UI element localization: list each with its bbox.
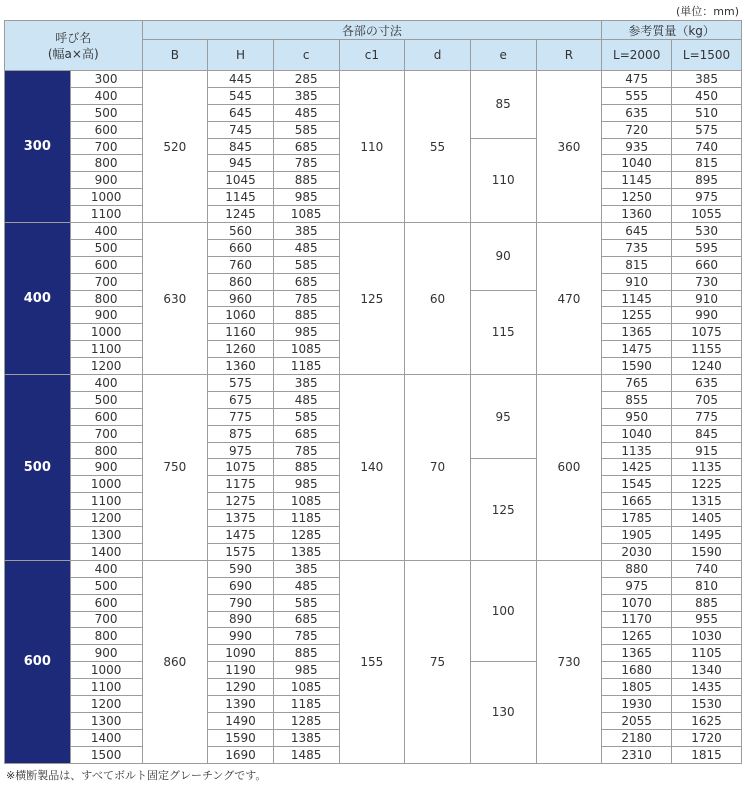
- height-cell: 400: [70, 560, 142, 577]
- h-cell: 790: [208, 594, 274, 611]
- mass-l1500-cell: 595: [672, 239, 742, 256]
- mass-l2000-cell: 855: [602, 391, 672, 408]
- mass-l1500-cell: 660: [672, 256, 742, 273]
- mass-l1500-cell: 845: [672, 425, 742, 442]
- height-cell: 1300: [70, 712, 142, 729]
- b-cell: 630: [142, 223, 208, 375]
- height-cell: 1200: [70, 510, 142, 527]
- mass-l1500-cell: 915: [672, 442, 742, 459]
- d-cell: 55: [405, 71, 471, 223]
- h-cell: 1375: [208, 510, 274, 527]
- c-cell: 585: [273, 121, 339, 138]
- mass-l2000-cell: 1365: [602, 645, 672, 662]
- mass-l1500-cell: 740: [672, 560, 742, 577]
- h-cell: 675: [208, 391, 274, 408]
- mass-l1500-cell: 775: [672, 408, 742, 425]
- mass-l1500-cell: 1055: [672, 206, 742, 223]
- h-cell: 1045: [208, 172, 274, 189]
- table-row: [5, 223, 742, 240]
- c-cell: 885: [273, 459, 339, 476]
- mass-l1500-cell: 815: [672, 155, 742, 172]
- header-col-c: c: [273, 40, 339, 71]
- mass-l1500-cell: 730: [672, 273, 742, 290]
- height-cell: 900: [70, 172, 142, 189]
- mass-l2000-cell: 935: [602, 138, 672, 155]
- mass-l1500-cell: 1030: [672, 628, 742, 645]
- header-name: [5, 21, 143, 71]
- h-cell: 960: [208, 290, 274, 307]
- c-cell: 985: [273, 476, 339, 493]
- mass-l2000-cell: 2310: [602, 746, 672, 763]
- height-cell: 1100: [70, 679, 142, 696]
- c-cell: 1385: [273, 543, 339, 560]
- c-cell: 285: [273, 71, 339, 88]
- mass-l2000-cell: 555: [602, 87, 672, 104]
- h-cell: 1490: [208, 712, 274, 729]
- c-cell: 1185: [273, 358, 339, 375]
- mass-l1500-cell: 635: [672, 375, 742, 392]
- h-cell: 845: [208, 138, 274, 155]
- height-cell: 500: [70, 391, 142, 408]
- height-cell: 1200: [70, 358, 142, 375]
- mass-l1500-cell: 1225: [672, 476, 742, 493]
- h-cell: 945: [208, 155, 274, 172]
- mass-l1500-cell: 530: [672, 223, 742, 240]
- d-cell: 60: [405, 223, 471, 375]
- mass-l1500-cell: 1075: [672, 324, 742, 341]
- c-cell: 1485: [273, 746, 339, 763]
- c-cell: 985: [273, 662, 339, 679]
- e-cell: 125: [470, 459, 536, 560]
- mass-l2000-cell: 1255: [602, 307, 672, 324]
- h-cell: 975: [208, 442, 274, 459]
- h-cell: 1190: [208, 662, 274, 679]
- mass-l2000-cell: 1360: [602, 206, 672, 223]
- height-cell: 600: [70, 594, 142, 611]
- height-cell: 1000: [70, 189, 142, 206]
- mass-l2000-cell: 815: [602, 256, 672, 273]
- header-col-b: B: [142, 40, 208, 71]
- c-cell: 1085: [273, 206, 339, 223]
- height-cell: 1100: [70, 206, 142, 223]
- h-cell: 1075: [208, 459, 274, 476]
- height-cell: 900: [70, 307, 142, 324]
- h-cell: 575: [208, 375, 274, 392]
- mass-l2000-cell: 880: [602, 560, 672, 577]
- mass-l1500-cell: 450: [672, 87, 742, 104]
- r-cell: 730: [536, 560, 602, 763]
- c-cell: 1185: [273, 510, 339, 527]
- mass-l2000-cell: 2030: [602, 543, 672, 560]
- mass-l2000-cell: 1250: [602, 189, 672, 206]
- mass-l1500-cell: 810: [672, 577, 742, 594]
- h-cell: 760: [208, 256, 274, 273]
- h-cell: 1060: [208, 307, 274, 324]
- height-cell: 900: [70, 459, 142, 476]
- height-cell: 600: [70, 408, 142, 425]
- header-dims-group: 各部の寸法: [142, 21, 602, 40]
- mass-l1500-cell: 1495: [672, 527, 742, 544]
- c-cell: 485: [273, 577, 339, 594]
- mass-l1500-cell: 990: [672, 307, 742, 324]
- mass-l2000-cell: 1545: [602, 476, 672, 493]
- c-cell: 985: [273, 189, 339, 206]
- mass-l2000-cell: 1145: [602, 290, 672, 307]
- unit-label: (単位：mm): [675, 5, 739, 18]
- mass-l1500-cell: 1315: [672, 493, 742, 510]
- mass-l2000-cell: 765: [602, 375, 672, 392]
- mass-l1500-cell: 1530: [672, 695, 742, 712]
- c-cell: 1085: [273, 493, 339, 510]
- mass-l2000-cell: 1145: [602, 172, 672, 189]
- h-cell: 645: [208, 104, 274, 121]
- c1-cell: 140: [339, 375, 405, 561]
- header-name-sub: (幅a×高): [47, 46, 99, 61]
- height-cell: 700: [70, 273, 142, 290]
- mass-l2000-cell: 1475: [602, 341, 672, 358]
- mass-l1500-cell: 1340: [672, 662, 742, 679]
- c-cell: 1085: [273, 679, 339, 696]
- h-cell: 1145: [208, 189, 274, 206]
- e-cell: 110: [470, 138, 536, 222]
- h-cell: 1175: [208, 476, 274, 493]
- height-cell: 1000: [70, 324, 142, 341]
- d-cell: 75: [405, 560, 471, 763]
- c-cell: 1285: [273, 712, 339, 729]
- mass-l2000-cell: 645: [602, 223, 672, 240]
- height-cell: 1000: [70, 662, 142, 679]
- height-cell: 600: [70, 256, 142, 273]
- mass-l1500-cell: 740: [672, 138, 742, 155]
- h-cell: 660: [208, 239, 274, 256]
- h-cell: 890: [208, 611, 274, 628]
- e-cell: 130: [470, 662, 536, 763]
- header-col-e: e: [470, 40, 536, 71]
- c-cell: 885: [273, 645, 339, 662]
- height-cell: 700: [70, 425, 142, 442]
- header-col-r: R: [536, 40, 602, 71]
- c-cell: 885: [273, 172, 339, 189]
- group-width-cell: 400: [5, 223, 71, 375]
- c-cell: 885: [273, 307, 339, 324]
- height-cell: 1000: [70, 476, 142, 493]
- h-cell: 1160: [208, 324, 274, 341]
- mass-l1500-cell: 1155: [672, 341, 742, 358]
- h-cell: 560: [208, 223, 274, 240]
- b-cell: 750: [142, 375, 208, 561]
- header-mass-group: 参考質量（kg）: [602, 21, 742, 40]
- mass-l2000-cell: 1930: [602, 695, 672, 712]
- c-cell: 785: [273, 628, 339, 645]
- header-col-l1500: L=1500: [672, 40, 742, 71]
- c-cell: 485: [273, 391, 339, 408]
- mass-l1500-cell: 895: [672, 172, 742, 189]
- height-cell: 1400: [70, 729, 142, 746]
- header-col-l2000: L=2000: [602, 40, 672, 71]
- mass-l2000-cell: 1805: [602, 679, 672, 696]
- mass-l2000-cell: 910: [602, 273, 672, 290]
- r-cell: 360: [536, 71, 602, 223]
- mass-l2000-cell: 2180: [602, 729, 672, 746]
- mass-l1500-cell: 1815: [672, 746, 742, 763]
- mass-l2000-cell: 475: [602, 71, 672, 88]
- c-cell: 485: [273, 239, 339, 256]
- mass-l2000-cell: 720: [602, 121, 672, 138]
- c-cell: 685: [273, 611, 339, 628]
- e-cell: 115: [470, 290, 536, 374]
- e-cell: 85: [470, 71, 536, 139]
- height-cell: 500: [70, 239, 142, 256]
- mass-l2000-cell: 1040: [602, 425, 672, 442]
- h-cell: 1260: [208, 341, 274, 358]
- c1-cell: 125: [339, 223, 405, 375]
- height-cell: 500: [70, 577, 142, 594]
- height-cell: 800: [70, 290, 142, 307]
- height-cell: 1500: [70, 746, 142, 763]
- mass-l1500-cell: 575: [672, 121, 742, 138]
- c1-cell: 155: [339, 560, 405, 763]
- h-cell: 690: [208, 577, 274, 594]
- r-cell: 470: [536, 223, 602, 375]
- height-cell: 700: [70, 138, 142, 155]
- height-cell: 800: [70, 155, 142, 172]
- table-row: [5, 375, 742, 392]
- c-cell: 385: [273, 375, 339, 392]
- mass-l2000-cell: 1665: [602, 493, 672, 510]
- h-cell: 545: [208, 87, 274, 104]
- c-cell: 685: [273, 425, 339, 442]
- mass-l2000-cell: 1365: [602, 324, 672, 341]
- c-cell: 485: [273, 104, 339, 121]
- c-cell: 385: [273, 223, 339, 240]
- spec-table: [4, 20, 742, 764]
- mass-l1500-cell: 1135: [672, 459, 742, 476]
- mass-l2000-cell: 2055: [602, 712, 672, 729]
- height-cell: 800: [70, 628, 142, 645]
- e-cell: 90: [470, 223, 536, 291]
- c-cell: 685: [273, 138, 339, 155]
- h-cell: 990: [208, 628, 274, 645]
- h-cell: 1690: [208, 746, 274, 763]
- mass-l2000-cell: 1785: [602, 510, 672, 527]
- height-cell: 1200: [70, 695, 142, 712]
- h-cell: 1360: [208, 358, 274, 375]
- mass-l1500-cell: 1240: [672, 358, 742, 375]
- c-cell: 1185: [273, 695, 339, 712]
- h-cell: 1475: [208, 527, 274, 544]
- mass-l1500-cell: 1435: [672, 679, 742, 696]
- group-width-cell: 300: [5, 71, 71, 223]
- height-cell: 400: [70, 223, 142, 240]
- mass-l2000-cell: 975: [602, 577, 672, 594]
- table-row: [5, 71, 742, 88]
- c-cell: 785: [273, 155, 339, 172]
- c-cell: 685: [273, 273, 339, 290]
- c-cell: 785: [273, 290, 339, 307]
- mass-l2000-cell: 735: [602, 239, 672, 256]
- mass-l2000-cell: 1135: [602, 442, 672, 459]
- mass-l2000-cell: 635: [602, 104, 672, 121]
- table-row: [5, 560, 742, 577]
- c-cell: 785: [273, 442, 339, 459]
- mass-l2000-cell: 1170: [602, 611, 672, 628]
- b-cell: 860: [142, 560, 208, 763]
- height-cell: 800: [70, 442, 142, 459]
- mass-l1500-cell: 1590: [672, 543, 742, 560]
- h-cell: 445: [208, 71, 274, 88]
- e-cell: 95: [470, 375, 536, 459]
- mass-l2000-cell: 1590: [602, 358, 672, 375]
- mass-l2000-cell: 1040: [602, 155, 672, 172]
- c-cell: 1385: [273, 729, 339, 746]
- height-cell: 900: [70, 645, 142, 662]
- mass-l1500-cell: 955: [672, 611, 742, 628]
- c-cell: 385: [273, 560, 339, 577]
- footnote: ※横断製品は、すべてボルト固定グレーチングです。: [6, 769, 267, 782]
- mass-l2000-cell: 1070: [602, 594, 672, 611]
- mass-l2000-cell: 950: [602, 408, 672, 425]
- mass-l1500-cell: 1625: [672, 712, 742, 729]
- table-body: [5, 71, 742, 764]
- h-cell: 775: [208, 408, 274, 425]
- b-cell: 520: [142, 71, 208, 223]
- mass-l1500-cell: 1405: [672, 510, 742, 527]
- mass-l1500-cell: 885: [672, 594, 742, 611]
- group-width-cell: 500: [5, 375, 71, 561]
- height-cell: 400: [70, 375, 142, 392]
- mass-l1500-cell: 510: [672, 104, 742, 121]
- h-cell: 745: [208, 121, 274, 138]
- c-cell: 1285: [273, 527, 339, 544]
- h-cell: 1575: [208, 543, 274, 560]
- header-col-c1: c1: [339, 40, 405, 71]
- h-cell: 1275: [208, 493, 274, 510]
- h-cell: 1390: [208, 695, 274, 712]
- height-cell: 1400: [70, 543, 142, 560]
- c-cell: 585: [273, 408, 339, 425]
- c1-cell: 110: [339, 71, 405, 223]
- height-cell: 700: [70, 611, 142, 628]
- h-cell: 1290: [208, 679, 274, 696]
- c-cell: 385: [273, 87, 339, 104]
- c-cell: 985: [273, 324, 339, 341]
- height-cell: 1100: [70, 341, 142, 358]
- mass-l1500-cell: 385: [672, 71, 742, 88]
- h-cell: 1590: [208, 729, 274, 746]
- height-cell: 300: [70, 71, 142, 88]
- header-col-h: H: [208, 40, 274, 71]
- height-cell: 1100: [70, 493, 142, 510]
- c-cell: 585: [273, 594, 339, 611]
- h-cell: 1245: [208, 206, 274, 223]
- h-cell: 590: [208, 560, 274, 577]
- height-cell: 1300: [70, 527, 142, 544]
- height-cell: 600: [70, 121, 142, 138]
- height-cell: 400: [70, 87, 142, 104]
- mass-l2000-cell: 1680: [602, 662, 672, 679]
- h-cell: 860: [208, 273, 274, 290]
- h-cell: 1090: [208, 645, 274, 662]
- mass-l1500-cell: 910: [672, 290, 742, 307]
- c-cell: 1085: [273, 341, 339, 358]
- mass-l2000-cell: 1265: [602, 628, 672, 645]
- mass-l1500-cell: 1105: [672, 645, 742, 662]
- c-cell: 585: [273, 256, 339, 273]
- mass-l1500-cell: 975: [672, 189, 742, 206]
- mass-l2000-cell: 1425: [602, 459, 672, 476]
- mass-l2000-cell: 1905: [602, 527, 672, 544]
- group-width-cell: 600: [5, 560, 71, 763]
- header-col-d: d: [405, 40, 471, 71]
- h-cell: 875: [208, 425, 274, 442]
- d-cell: 70: [405, 375, 471, 561]
- header-name-label: 呼び名: [55, 30, 92, 45]
- e-cell: 100: [470, 560, 536, 661]
- r-cell: 600: [536, 375, 602, 561]
- height-cell: 500: [70, 104, 142, 121]
- mass-l1500-cell: 705: [672, 391, 742, 408]
- mass-l1500-cell: 1720: [672, 729, 742, 746]
